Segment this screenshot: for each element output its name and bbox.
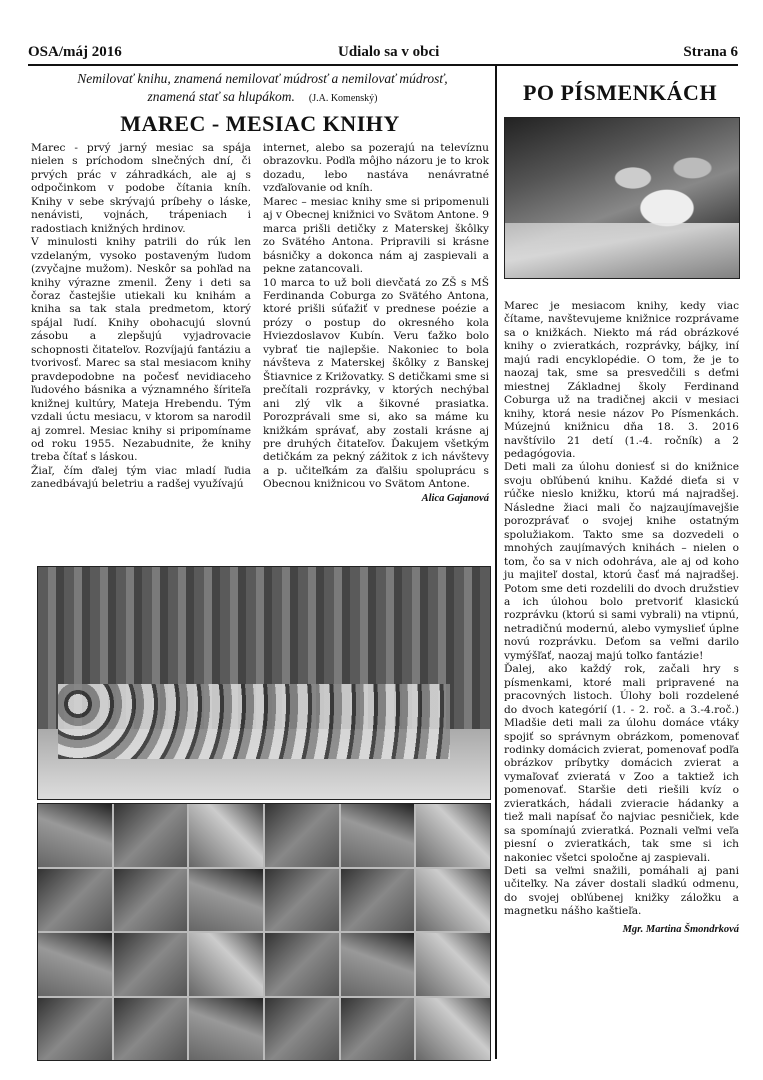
header-divider [28,64,738,66]
paragraph: Žiaľ, čím ďalej tým viac mladí ľudia zanedbávajú beletriu a radšej využívajú [31,464,251,491]
left-article-column-2 [263,142,489,505]
article-title-left: MAREC - MESIAC KNIHY [120,111,400,136]
children-photo-collage [37,803,491,1061]
paragraph: V minulosti knihy patrili do rúk len vzdelaným, vysoko postaveným ľudom (zvyčajne mužom). Neskôr sa pohľad na knihy výrazne zmenil. Ženy i deti sa čoraz častejšie utiekali ku knihám a kniha sa tak stala predmetom, ktorý spájal ľudí. Knihy obohacujú slovnú zásobu a zlepšujú vyjadrovacie schopnosti čitateľov. Rozvíjajú fantáziu a tvorivosť. Marec sa stal mesiacom knihy pravdepodobne na počesť nevidiaceho ľudového básnika a významného šíriteľa knižnej kultúry, Mateja Hrebendu. Tým vzdali úctu mesiacu, v ktorom sa narodil aj zomrel. Mesiac knihy si pripomíname od roku 1955. Nezabudnite, že knihy treba čítať s láskou. [31,236,251,464]
quote-line-2-text: znamená stať sa hlupákom. [147,89,295,104]
collage-tile [416,804,490,867]
article-title-right: PO PÍSMENKÁCH [522,80,718,105]
collage-tile [114,869,188,932]
collage-tile [341,933,415,996]
collage-tile [189,869,263,932]
collage-tile [265,933,339,996]
paragraph: Deti mali za úlohu doniesť si do knižnice svoju obľúbenú knihu. Každé dieťa si v rúčke nieslo knižku, ktorú má najradšej. Následne žiaci mali čo najzaujímavejšie porozprávať o svojej knihe ostatným spolužiakom. Takto sme sa dozvedeli o mnohých zaujímavých knihách – nielen o tom, čo sa v nich odohráva, ale aj od koho ju majiteľ dostal, ktorú časť má najradšej. Potom sme deti rozdelili do dvoch družstiev a ich úlohou bolo pretvoriť klasickú rozprávku (ktorú si sami vybrali) na vtipnú, netradičnú modernú, alebo vymyslieť úplne novú rozprávku. Deťom sa veľmi darilo vymýšľať, naozaj majú toľko fantázie! [504,461,739,662]
collage-tile [265,869,339,932]
epigraph-quote [35,70,490,108]
left-article-column-1 [31,142,251,492]
collage-tile [38,933,112,996]
paragraph: Deti sa veľmi snažili, pomáhali aj pani učiteľky. Na záver dostali sladkú odmenu, do svojej obľúbenej knižky záložku a magnetku nášho kaštieľa. [504,865,739,918]
collage-tile [341,804,415,867]
kindergarten-children-photo [37,566,491,800]
collage-tile [38,869,112,932]
collage-tile [189,998,263,1061]
collage-tile [416,869,490,932]
paragraph: Ďalej, ako každý rok, začali hry s písmenkami, ktoré mali pripravené na pracovných listoch. Úlohy boli rozdelené do dvoch kategórií (1. - 2. roč. a 3.-4.roč.) Mladšie deti mali za úlohu domáce vtáky spojiť so správnym obrázkom, pomenovať rodinky domácich zvierat, pomenovať podľa obrázkov príbytky domácich zvierat a vymaľovať zvieratá v Zoo a taktiež ich pomenovať. Staršie deti riešili kvíz o zvieratkách, hádali zvieracie hádanky a tiež mali napísať čo najviac pesničiek, kde sa spomínajú zvieratká. Poznali veľmi veľa piesní o zvieratkách, tak sme si ich nakoniec všetci spoločne aj zaspievali. [504,663,740,864]
paragraph: 10 marca to už boli dievčatá zo ZŠ s MŠ Ferdinanda Coburga zo Svätého Antona, ktoré prišli súťažiť v prednese poézie a prózy o postup do okresného kola Hviezdoslavov Kubín. Veru ťažko bolo vybrať tie najlepšie. Nakoniec to bola návšteva z Materskej škôlky z Banskej Štiavnice z Križovatky. S detičkami sme si prečítali rozprávky, v ktorých nechýbal ani zlý vlk a šikovné prasiatka. Porozprávali sme si, ako sa máme ku knižkám správať, aby zostali krásne aj pre druhých čitateľov. Ďakujem všetkým detičkám za pekný zážitok z ich návštevy a p. učiteľkám za ďalšiu spoluprácu s Obecnou knižnicou vo Svätom Antone. [263,276,489,491]
paragraph: internet, alebo sa pozerajú na televíznu obrazovku. Podľa môjho názoru je to krok dozadu, lebo nastáva nenávratné vzďaľovanie od kníh. [263,142,489,195]
section-label: Udialo sa v obci [338,44,440,60]
paragraph: Marec - prvý jarný mesiac sa spája nielen s príchodom slnečných dní, či prvých prác v záhradkách, ale aj s odpočinkom v podobe čítania kníh. Knihy v sebe skrývajú príbehy o láske, nenávisti, vojnách, trápeniach i radostiach knižných hrdinov. [31,142,251,235]
collage-tile [341,869,415,932]
collage-tile [265,804,339,867]
collage-tile [38,804,112,867]
collage-tile [114,804,188,867]
collage-tile [114,933,188,996]
quote-line-1: Nemilovať knihu, znamená nemilovať múdrosť a nemilovať múdrosť, [77,71,448,86]
collage-tile [38,998,112,1061]
collage-tile [416,998,490,1061]
collage-tile [341,998,415,1061]
article-signature-right: Mgr. Martina Šmondrková [622,923,739,935]
right-article-column [504,300,739,936]
collage-tile [265,998,339,1061]
column-divider [495,64,497,1059]
quote-author: (J.A. Komenský) [308,93,378,104]
issue-label: OSA/máj 2016 [28,44,122,60]
page-number: Strana 6 [683,44,738,60]
paragraph: Marec – mesiac knihy sme si pripomenuli aj v Obecnej knižnici vo Svätom Antone. 9 marca prišli detičky z Materskej škôlky zo Svätého Antona. Pripravili si krásne básničky a dokonca nám aj zaspievali a pekne zatancovali. [263,195,489,276]
quote-line-2 [35,88,490,108]
article-signature-left: Alica Gajanová [421,492,489,504]
photo-table [505,223,739,278]
library-reading-photo [504,117,740,279]
photo-children-row [58,684,450,759]
collage-tile [416,933,490,996]
collage-tile [189,804,263,867]
paragraph: Marec je mesiacom knihy, kedy viac čítame, navštevujeme knižnice rozprávame sa o knižkách. Niekto má rád obrázkové knihy o zvieratkách, rozprávky, bájky, iní majú radi encyklopédie. O tom, že je to naozaj tak, sme sa presvedčili s deťmi miestnej Základnej školy Ferdinand Coburga už na tradičnej akcii v mesiaci knihy, ktorá nesie názov Po Písmenkách. Múzejnú knižnicu dňa 18. 3. 2016 navštívilo 21 detí (1.-4. ročník) a 2 pedagógovia. [504,300,739,460]
page-header [28,44,738,66]
collage-tile [189,933,263,996]
collage-tile [114,998,188,1061]
